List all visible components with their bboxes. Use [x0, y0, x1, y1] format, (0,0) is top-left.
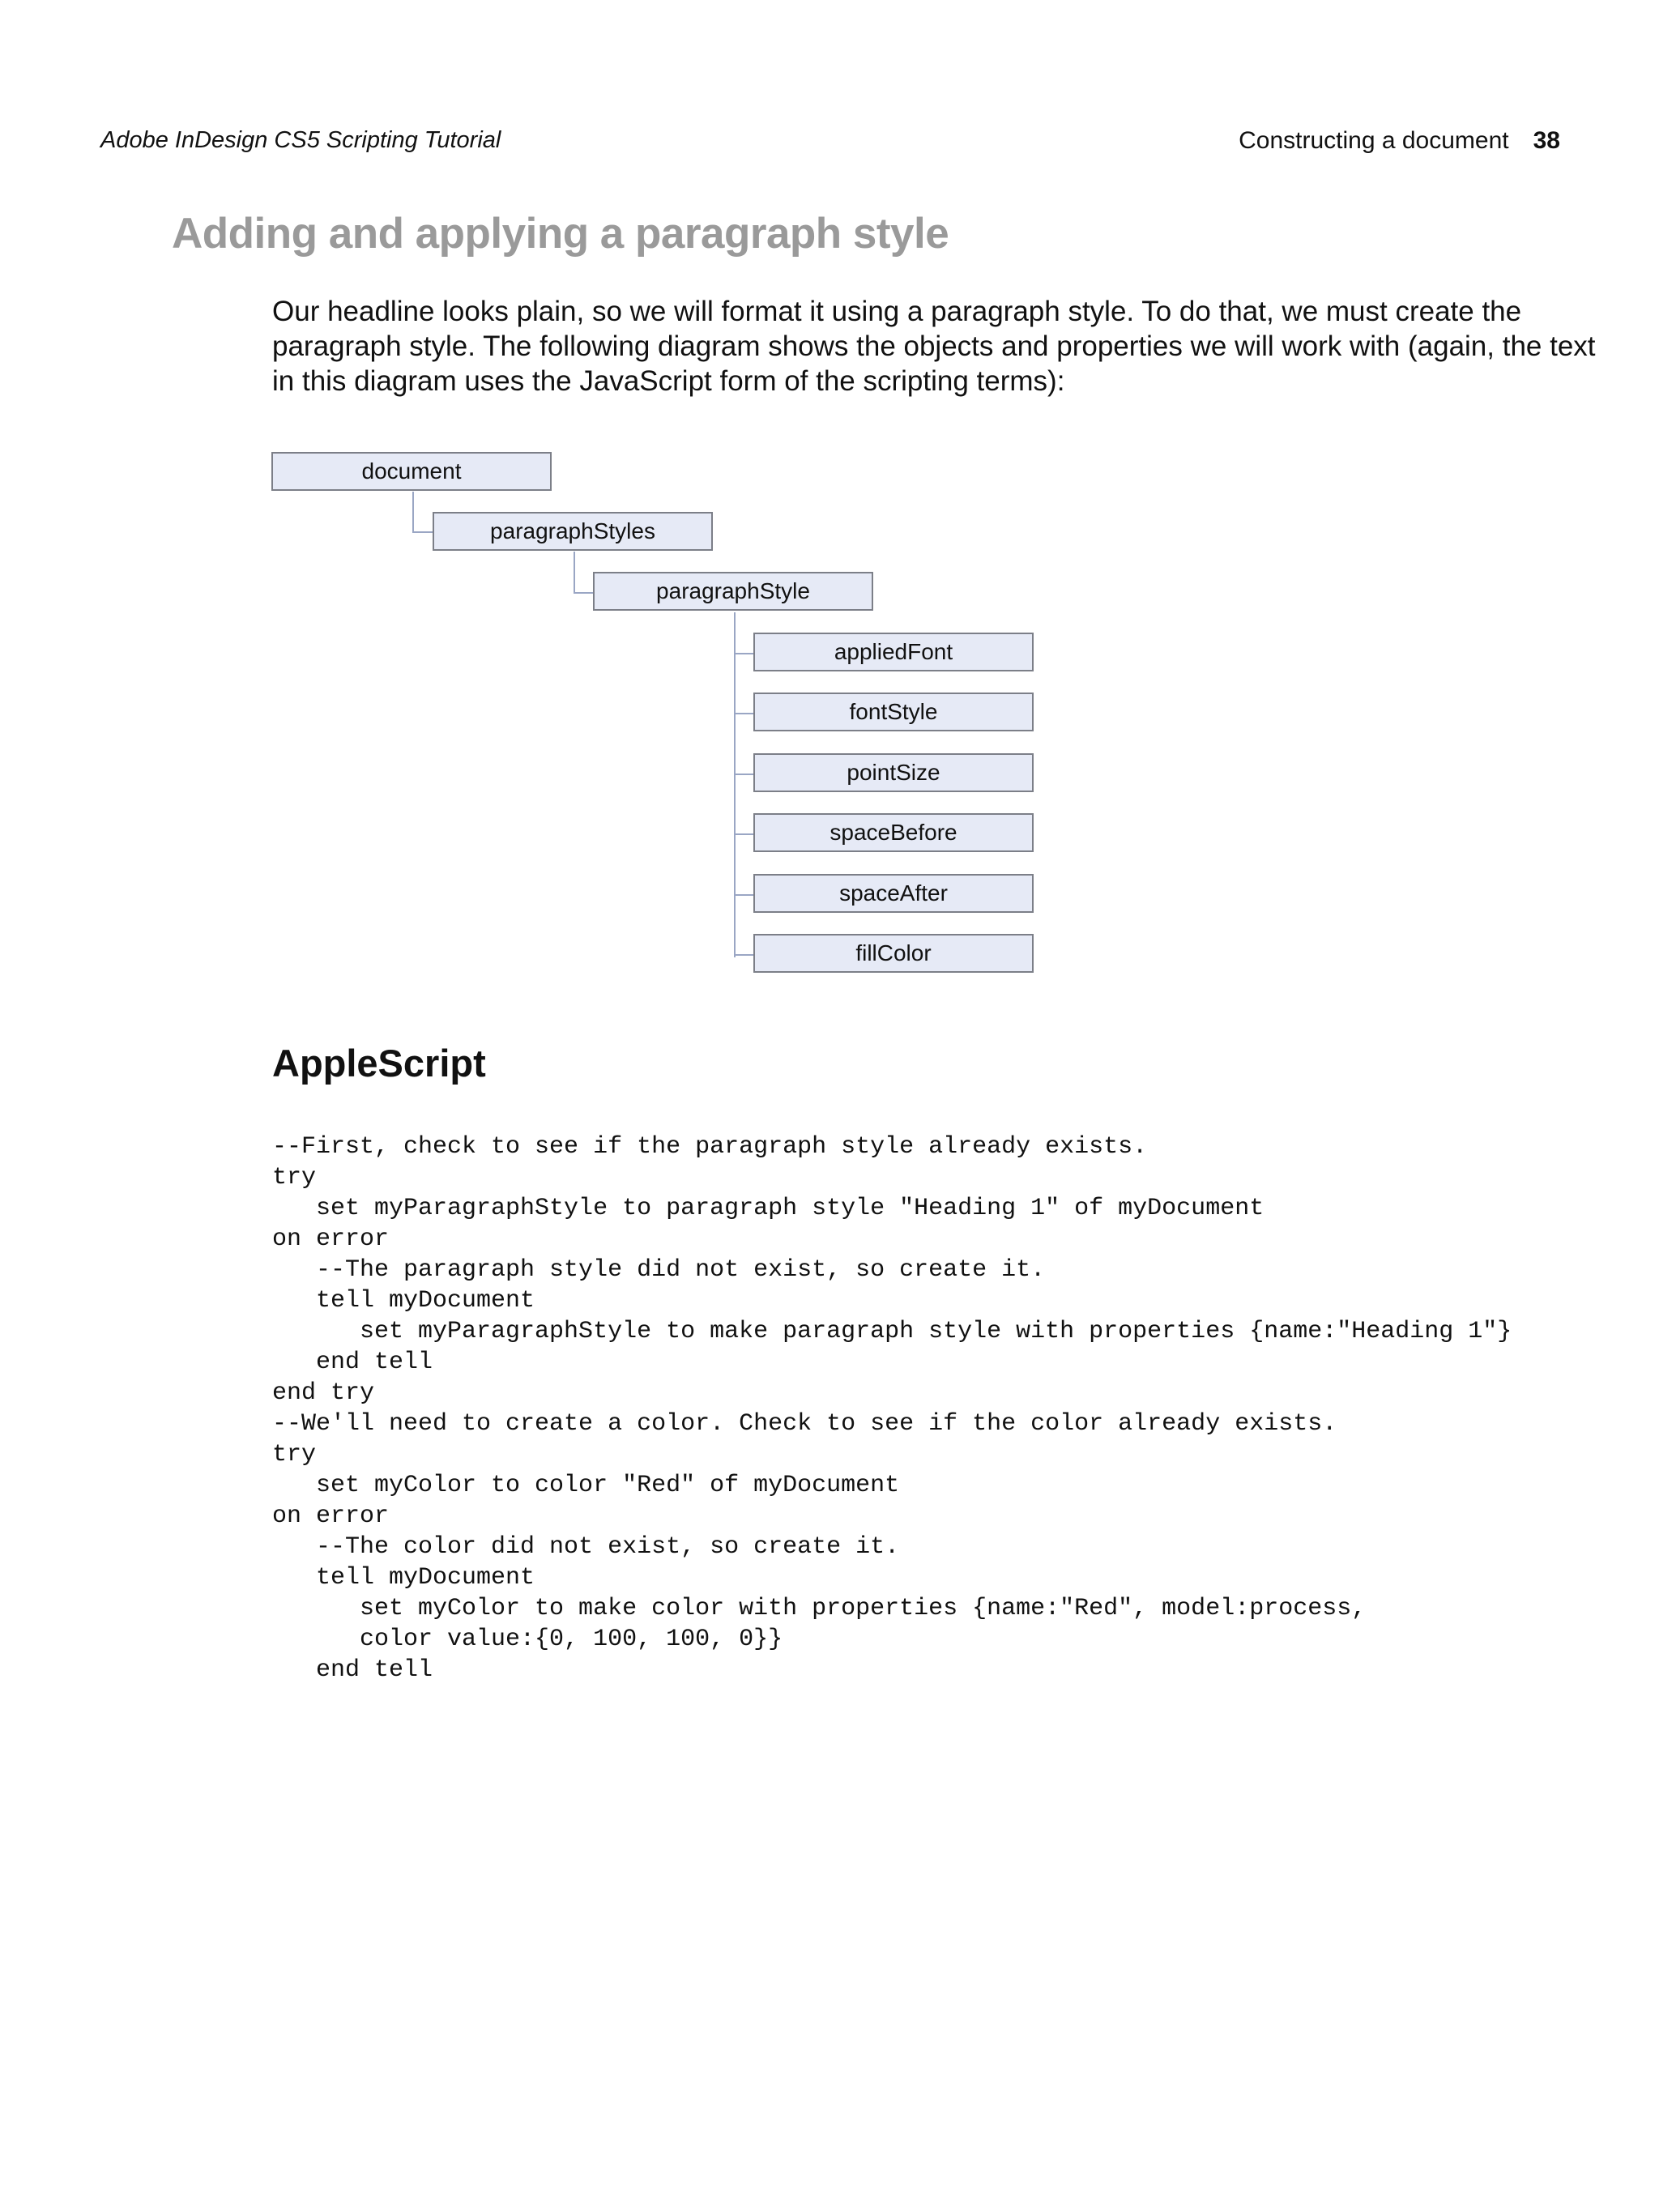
connector [734, 774, 753, 775]
connector [734, 833, 753, 835]
running-header-section [1239, 127, 1560, 155]
code-line: try [272, 1164, 317, 1191]
section-title: Adding and applying a paragraph style [172, 210, 949, 258]
code-line: --We'll need to create a color. Check to see if the color already exists. [272, 1410, 1337, 1438]
connector [412, 531, 433, 533]
diagram-node-fill-color: fillColor [753, 934, 1034, 973]
running-header-title: Adobe InDesign CS5 Scripting Tutorial [100, 127, 501, 153]
intro-paragraph [272, 294, 1596, 399]
diagram-node-point-size: pointSize [753, 753, 1034, 792]
code-line: end try [272, 1379, 375, 1407]
code-line: set myParagraphStyle to make paragraph style with properties {name:"Heading 1"} [272, 1318, 1512, 1345]
code-line: on error [272, 1225, 390, 1253]
connector [734, 612, 736, 957]
diagram-node-space-after: spaceAfter [753, 874, 1034, 913]
connector [574, 592, 593, 594]
code-line: --First, check to see if the paragraph style already exists. [272, 1133, 1148, 1161]
code-line: set myColor to color "Red" of myDocument [272, 1472, 900, 1499]
diagram-node-applied-font: appliedFont [753, 633, 1034, 671]
code-line: tell myDocument [272, 1564, 535, 1592]
code-line: on error [272, 1502, 390, 1530]
connector [734, 894, 753, 896]
diagram-node-paragraph-style: paragraphStyle [593, 572, 873, 611]
diagram-node-paragraph-styles: paragraphStyles [433, 512, 713, 551]
code-line: try [272, 1441, 317, 1468]
connector [734, 954, 753, 956]
section-name: Constructing a document [1239, 127, 1509, 154]
connector [412, 492, 414, 532]
code-line: tell myDocument [272, 1287, 535, 1315]
intro-line: Our headline looks plain, so we will format it using a paragraph style. To do that, we must create the [272, 296, 1522, 327]
intro-line: paragraph style. The following diagram shows the objects and properties we will work with (again, the text [272, 330, 1596, 362]
connector [734, 713, 753, 714]
diagram-node-document: document [271, 452, 552, 491]
connector [734, 653, 753, 654]
diagram-node-font-style: fontStyle [753, 693, 1034, 731]
code-line: --The color did not exist, so create it. [272, 1533, 900, 1561]
code-line: --The paragraph style did not exist, so create it. [272, 1256, 1046, 1284]
code-line: set myColor to make color with properties {name:"Red", model:process, [272, 1595, 1367, 1622]
code-block [272, 1132, 1512, 1686]
code-line: color value:{0, 100, 100, 0}} [272, 1626, 783, 1653]
code-line: end tell [272, 1656, 433, 1684]
intro-line: in this diagram uses the JavaScript form of the scripting terms): [272, 365, 1065, 397]
code-line: set myParagraphStyle to paragraph style "Heading 1" of myDocument [272, 1195, 1265, 1222]
code-line: end tell [272, 1349, 433, 1376]
diagram-node-space-before: spaceBefore [753, 813, 1034, 852]
applescript-heading: AppleScript [272, 1042, 486, 1085]
page-number: 38 [1533, 127, 1560, 154]
connector [574, 552, 575, 593]
